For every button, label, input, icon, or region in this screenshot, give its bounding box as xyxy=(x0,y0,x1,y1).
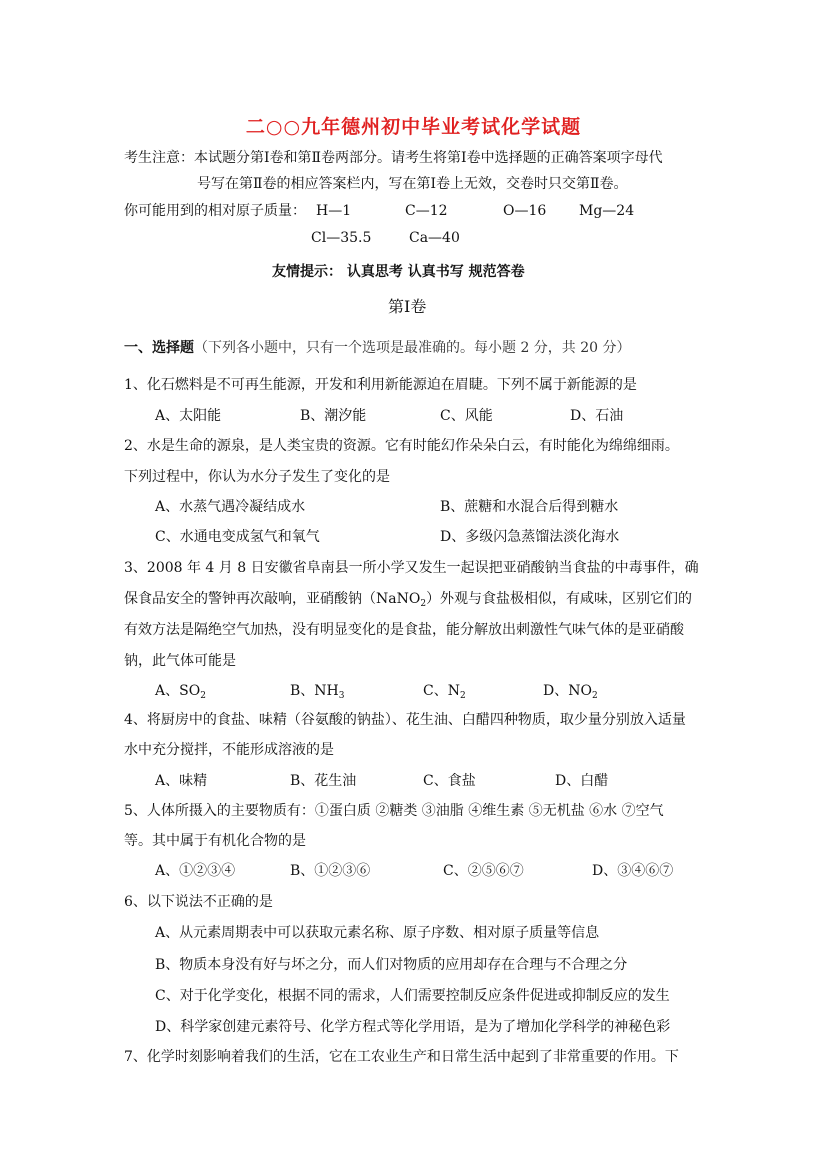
q4-option-b: B、花生油 xyxy=(290,773,357,789)
atomic-mass-label: 你可能用到的相对原子质量： xyxy=(124,203,306,219)
q2-option-a: A、水蒸气遇冷凝结成水 xyxy=(155,499,306,515)
q5-option-b: B、①②③⑥ xyxy=(290,863,371,879)
q4-stem-1: 4、将厨房中的食盐、味精（谷氨酸的钠盐）、花生油、白醋四种物质，取少量分别放入适量 xyxy=(124,712,686,728)
mass-ca: Ca—40 xyxy=(409,230,460,246)
q3-stem-4: 钠，此气体可能是 xyxy=(124,653,236,669)
q5-option-c: C、②⑤⑥⑦ xyxy=(443,863,524,879)
q1-option-d: D、石油 xyxy=(570,408,624,424)
q3-option-d-sub: 2 xyxy=(591,691,598,701)
notice-line-1: 考生注意：本试题分第Ⅰ卷和第Ⅱ卷两部分。请考生将第Ⅰ卷中选择题的正确答案项字母代 xyxy=(124,150,663,166)
mass-h: H—1 xyxy=(316,203,352,219)
q3-option-c xyxy=(423,681,466,706)
q3-stem-1: 3、2008 年 4 月 8 日安徽省阜南县一所小学又发生一起误把亚硝酸钠当食盐的中毒事件，确 xyxy=(124,560,699,576)
section-heading-line xyxy=(124,338,631,358)
q6-option-d: D、科学家创建元素符号、化学方程式等化学用语，是为了增加化学科学的神秘色彩 xyxy=(155,1019,671,1035)
q6-stem: 6、以下说法不正确的是 xyxy=(124,894,273,910)
q3-option-a xyxy=(155,681,206,706)
q1-option-b: B、潮汐能 xyxy=(300,408,367,424)
q3-option-b-text: B、NH xyxy=(290,683,339,699)
q2-stem-1: 2、水是生命的源泉，是人类宝贵的资源。它有时能幻作朵朵白云，有时能化为绵绵细雨。 xyxy=(124,438,679,454)
friendly-tip: 友情提示： 认真思考 认真书写 规范答卷 xyxy=(272,264,525,280)
mass-mg: Mg—24 xyxy=(579,203,635,219)
q2-option-c: C、水通电变成氢气和氧气 xyxy=(155,529,320,545)
section-note: （下列各小题中，只有一个选项是最准确的。每小题 2 分，共 20 分） xyxy=(194,340,631,356)
q6-option-c: C、对于化学变化，根据不同的需求，人们需要控制反应条件促进或抑制反应的发生 xyxy=(155,988,670,1004)
volume-heading: 第Ⅰ卷 xyxy=(388,297,427,316)
mass-c: C—12 xyxy=(405,203,448,219)
q3-option-c-sub: 2 xyxy=(459,691,466,701)
q4-option-a: A、味精 xyxy=(155,773,208,789)
q4-option-d: D、白醋 xyxy=(555,773,609,789)
q3-option-a-sub: 2 xyxy=(200,691,206,701)
q2-option-b: B、蔗糖和水混合后得到糖水 xyxy=(440,499,619,515)
q1-option-a: A、太阳能 xyxy=(155,408,222,424)
exam-title: 二○○九年德州初中毕业考试化学试题 xyxy=(245,116,582,138)
q2-option-d: D、多级闪急蒸馏法淡化海水 xyxy=(440,529,620,545)
q4-option-c: C、食盐 xyxy=(423,773,476,789)
q1-stem: 1、化石燃料是不可再生能源，开发和利用新能源迫在眉睫。下列不属于新能源的是 xyxy=(124,377,637,393)
q2-stem-2: 下列过程中，你认为水分子发生了变化的是 xyxy=(124,469,390,485)
q5-option-a: A、①②③④ xyxy=(155,863,236,879)
q5-option-d: D、③④⑥⑦ xyxy=(592,863,674,879)
q3-option-d xyxy=(543,681,598,706)
q1-option-c: C、风能 xyxy=(440,408,493,424)
q3-stem-2-subscript: 2 xyxy=(420,599,427,609)
q3-option-b xyxy=(290,681,344,706)
mass-o: O—16 xyxy=(503,203,547,219)
q3-option-d-text: D、NO xyxy=(543,683,592,699)
q5-stem-1: 5、人体所摄入的主要物质有：①蛋白质 ②糖类 ③油脂 ④维生素 ⑤无机盐 ⑥水 ⑦空气 xyxy=(124,803,664,819)
mass-cl: Cl—35.5 xyxy=(311,230,372,246)
q3-stem-2a: 保食品安全的警钟再次敲响，亚硝酸钠（NaNO xyxy=(124,591,421,607)
q7-stem: 7、化学时刻影响着我们的生活，它在工农业生产和日常生活中起到了非常重要的作用。下 xyxy=(124,1049,679,1065)
q3-stem-3: 有效方法是隔绝空气加热，没有明显变化的是食盐，能分解放出刺激性气味气体的是亚硝酸 xyxy=(124,622,684,638)
q6-option-b: B、物质本身没有好与坏之分，而人们对物质的应用却存在合理与不合理之分 xyxy=(155,957,628,973)
q3-option-b-sub: 3 xyxy=(338,691,345,701)
section-heading: 一、选择题 xyxy=(124,340,194,356)
q3-stem-2 xyxy=(124,589,692,614)
q5-stem-2: 等。其中属于有机化合物的是 xyxy=(124,833,306,849)
q6-option-a: A、从元素周期表中可以获取元素名称、原子序数、相对原子质量等信息 xyxy=(155,925,600,941)
q3-option-c-text: C、N xyxy=(423,683,460,699)
q3-option-a-text: A、SO xyxy=(155,683,201,699)
q3-stem-2b: ）外观与食盐极相似，有咸味，区别它们的 xyxy=(426,591,693,607)
notice-line-2: 号写在第Ⅱ卷的相应答案栏内，写在第Ⅰ卷上无效，交卷时只交第Ⅱ卷。 xyxy=(197,176,628,192)
q4-stem-2: 水中充分搅拌，不能形成溶液的是 xyxy=(124,742,334,758)
